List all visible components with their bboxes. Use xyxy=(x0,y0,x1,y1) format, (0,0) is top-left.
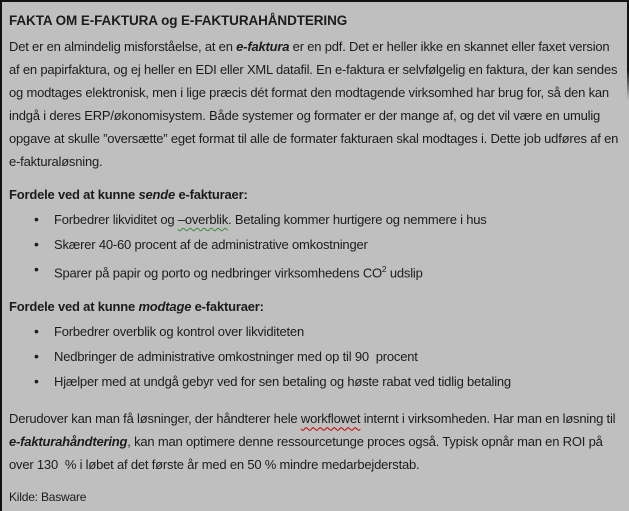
bullet-item xyxy=(34,344,619,369)
receive-benefits-heading xyxy=(9,298,619,316)
bullet-item xyxy=(34,369,619,394)
document-title: FAKTA OM E-FAKTURA og E-FAKTURAHÅNDTERING xyxy=(9,13,348,28)
outro-paragraph xyxy=(9,407,619,476)
text-segment: Fordele ved at kunne xyxy=(9,187,139,202)
text-segment: e-faktura xyxy=(236,39,290,54)
text-segment: Fordele ved at kunne xyxy=(9,299,139,315)
text-segment: modtage xyxy=(138,299,192,315)
intro-paragraph xyxy=(9,35,622,173)
send-benefits-list xyxy=(9,207,619,285)
text-segment: workflowet xyxy=(300,411,361,427)
text-segment: e-fakturaer: xyxy=(191,299,264,315)
bullet-item xyxy=(34,257,619,285)
left-border xyxy=(0,0,2,511)
receive-benefits-list xyxy=(9,319,619,394)
bullet-item xyxy=(34,232,619,257)
text-segment: Derudover kan man få løsninger, der håndterer hele xyxy=(9,411,301,427)
text-segment: Hjælper med at undgå gebyr ved for sen betaling og høste rabat ved tidlig betaling xyxy=(54,374,511,390)
text-segment: udslip xyxy=(386,265,423,281)
top-border xyxy=(0,0,629,2)
text-segment: , kan man optimere denne ressourcetunge proces også. Typisk opnår man en ROI på over 130 % i løbet af det første år med en 50 % mindre medarbejderstab. xyxy=(9,434,607,473)
source-line: Kilde: Basware xyxy=(9,490,87,505)
send-benefits-heading xyxy=(9,186,619,204)
text-segment: Sparer på papir og porto og nedbringer virksomhedens CO xyxy=(54,265,382,281)
text-segment: internt i virksomheden. Har man en løsning til xyxy=(360,411,619,427)
text-segment: sende xyxy=(138,187,176,202)
text-segment: . Betaling kommer hurtigere og nemmere i hus xyxy=(228,212,487,227)
bullet-item xyxy=(34,319,619,344)
text-segment: 2 xyxy=(381,264,387,274)
text-segment: Forbedrer overblik og kontrol over likviditeten xyxy=(54,324,304,340)
text-segment: Nedbringer de administrative omkostninger med op til 90 procent xyxy=(54,349,418,365)
text-segment: Det er en almindelig misforståelse, at en xyxy=(9,39,237,54)
text-segment: Forbedrer likviditet og xyxy=(54,212,178,227)
text-segment: Skærer 40-60 procent af de administrative omkostninger xyxy=(54,237,368,252)
text-segment: e-fakturaer: xyxy=(175,187,248,202)
text-segment: e-fakturahåndtering xyxy=(9,434,128,450)
text-segment: –overblik xyxy=(177,212,229,227)
text-segment: er en pdf. Det er heller ikke en skannet eller faxet version af en papirfaktura, og ej heller en EDI eller XML datafil. En e-faktura er selvfølgelig en faktura, der kan sendes og modtages elektronisk, men i lige præcis dét format den modtagende virksomhed har brug for, så den kan indgå i deres ERP/økonomisystem. Både systemer og formater er der mange af, og det vil være en umulig opgave at skulle ”oversætte” eget format til alle de formater fakturaen skal modtages i. Dette job udføres af en e-fakturaløsning. xyxy=(9,39,622,169)
bullet-item xyxy=(34,207,619,232)
